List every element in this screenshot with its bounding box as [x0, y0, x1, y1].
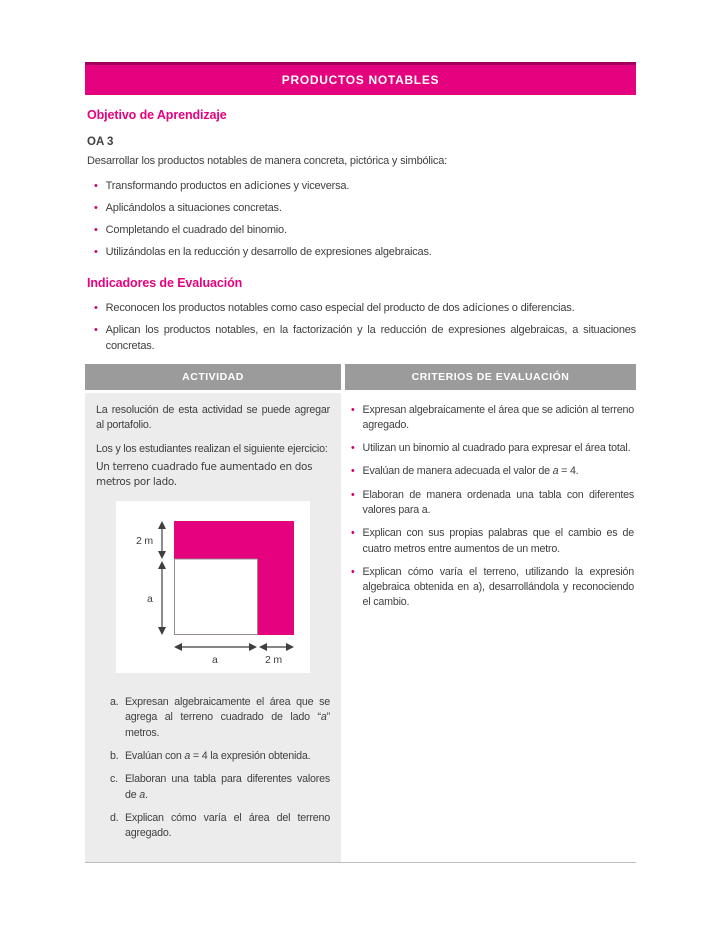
- list-item: [94, 301, 636, 317]
- list-item: [351, 526, 634, 557]
- list-item: [94, 201, 636, 217]
- bullet-icon: •: [351, 488, 355, 501]
- bullet-icon: •: [351, 465, 355, 478]
- lettered-item: [110, 749, 330, 764]
- list-item: [94, 245, 636, 261]
- objetivo-heading: Objetivo de Aprendizaje: [87, 108, 227, 122]
- bullet-icon: •: [94, 201, 98, 214]
- terrain-diagram-svg: [124, 509, 302, 667]
- item-text: Evalúan con a = 4 la expresión obtenida.: [125, 750, 311, 763]
- list-item-text: Aplicándolos a situaciones concretas.: [105, 201, 282, 214]
- diagram-label-a-bottom: a: [212, 654, 218, 667]
- actividad-paragraph: La resolución de esta actividad se puede agregar al portafolio.: [96, 403, 330, 431]
- actividad-paragraph: Los y los estudiantes realizan el siguiente ejercicio:: [96, 443, 328, 456]
- item-letter: b.: [110, 750, 119, 763]
- lettered-list: [110, 695, 330, 841]
- bullet-icon: •: [351, 565, 355, 578]
- lettered-item: [110, 772, 330, 803]
- list-item: [94, 179, 636, 195]
- criterios-cell: [345, 393, 636, 862]
- list-item-text: Explican cómo varía el terreno, utilizando la expresión algebraica obtenida en a), desarrollándola y reconociendo el cambio.: [362, 565, 634, 609]
- list-item-text: Reconocen los productos notables como caso especial del producto de dos adiciones o diferencias.: [105, 301, 575, 314]
- oa-label: OA 3: [87, 136, 114, 148]
- list-item-text: Completando el cuadrado del binomio.: [105, 223, 287, 236]
- list-item: [351, 565, 634, 611]
- item-letter: a.: [110, 696, 119, 709]
- bullet-icon: •: [351, 527, 355, 540]
- vertical-arrow-a: [158, 561, 166, 635]
- objetivo-intro: Desarrollar los productos notables de manera concreta, pictórica y simbólica:: [87, 155, 447, 167]
- original-terrain-square: [175, 559, 258, 635]
- objetivo-bullet-list: [85, 179, 636, 261]
- list-item-text: Evalúan de manera adecuada el valor de a = 4.: [362, 465, 579, 478]
- indicadores-bullet-list: [85, 301, 636, 355]
- diagram-label-2m-bottom: 2 m: [265, 654, 282, 667]
- page-title: PRODUCTOS NOTABLES: [281, 73, 440, 87]
- bullet-icon: •: [94, 301, 98, 314]
- list-item-text: Utilizan un binomio al cuadrado para expresar el área total.: [362, 442, 631, 455]
- terrain-diagram: [116, 501, 310, 673]
- list-item: [351, 403, 634, 434]
- diagram-label-2m-top: 2 m: [136, 535, 153, 548]
- bullet-icon: •: [351, 442, 355, 455]
- bullet-icon: •: [94, 245, 98, 258]
- list-item-text: Utilizándolas en la reducción y desarrollo de expresiones algebraicas.: [105, 245, 432, 258]
- activity-table: [85, 364, 636, 863]
- bullet-icon: •: [94, 179, 98, 192]
- list-item: [351, 441, 634, 456]
- actividad-cell: [85, 393, 341, 862]
- criterios-bullet-list: [345, 403, 636, 611]
- list-item: [94, 323, 636, 355]
- indicadores-heading: Indicadores de Evaluación: [87, 275, 243, 290]
- horizontal-arrow-a: [174, 643, 257, 651]
- lettered-item: [110, 695, 330, 741]
- table-header-actividad: ACTIVIDAD: [85, 364, 341, 390]
- item-letter: c.: [110, 773, 118, 786]
- bullet-icon: •: [94, 323, 98, 336]
- actividad-paragraph: Un terreno cuadrado fue aumentado en dos metros por lado.: [96, 461, 313, 489]
- item-text: Elaboran una tabla para diferentes valores de a.: [125, 773, 330, 801]
- diagram-label-a-left: a: [147, 593, 153, 606]
- bullet-icon: •: [94, 223, 98, 236]
- item-letter: d.: [110, 811, 119, 824]
- list-item: [351, 464, 634, 479]
- title-bar: [85, 62, 636, 95]
- list-item-text: Expresan algebraicamente el área que se adición al terreno agregado.: [362, 403, 634, 431]
- list-item-text: Explican con sus propias palabras que el cambio es de cuatro metros entre aumentos de un metro.: [362, 527, 634, 555]
- document-content: [85, 62, 636, 863]
- vertical-arrow-2m: [158, 521, 166, 559]
- table-header-criterios: CRITERIOS DE EVALUACIÓN: [345, 364, 636, 390]
- item-text: Explican cómo varía el área del terreno agregado.: [125, 811, 330, 840]
- list-item-text: Transformando productos en adiciones y viceversa.: [105, 179, 350, 192]
- bullet-icon: •: [351, 403, 355, 416]
- list-item-text: Elaboran de manera ordenada una tabla con diferentes valores para a.: [362, 488, 634, 516]
- list-item: [94, 223, 636, 239]
- list-item-text: Aplican los productos notables, en la factorización y la reducción de expresiones algebraicas, a situaciones concretas.: [105, 323, 636, 352]
- item-text: Expresan algebraicamente el área que se agrega al terreno cuadrado de lado “a” metros.: [125, 696, 330, 739]
- horizontal-arrow-2m: [259, 643, 294, 651]
- lettered-item: [110, 811, 330, 842]
- list-item: [351, 488, 634, 519]
